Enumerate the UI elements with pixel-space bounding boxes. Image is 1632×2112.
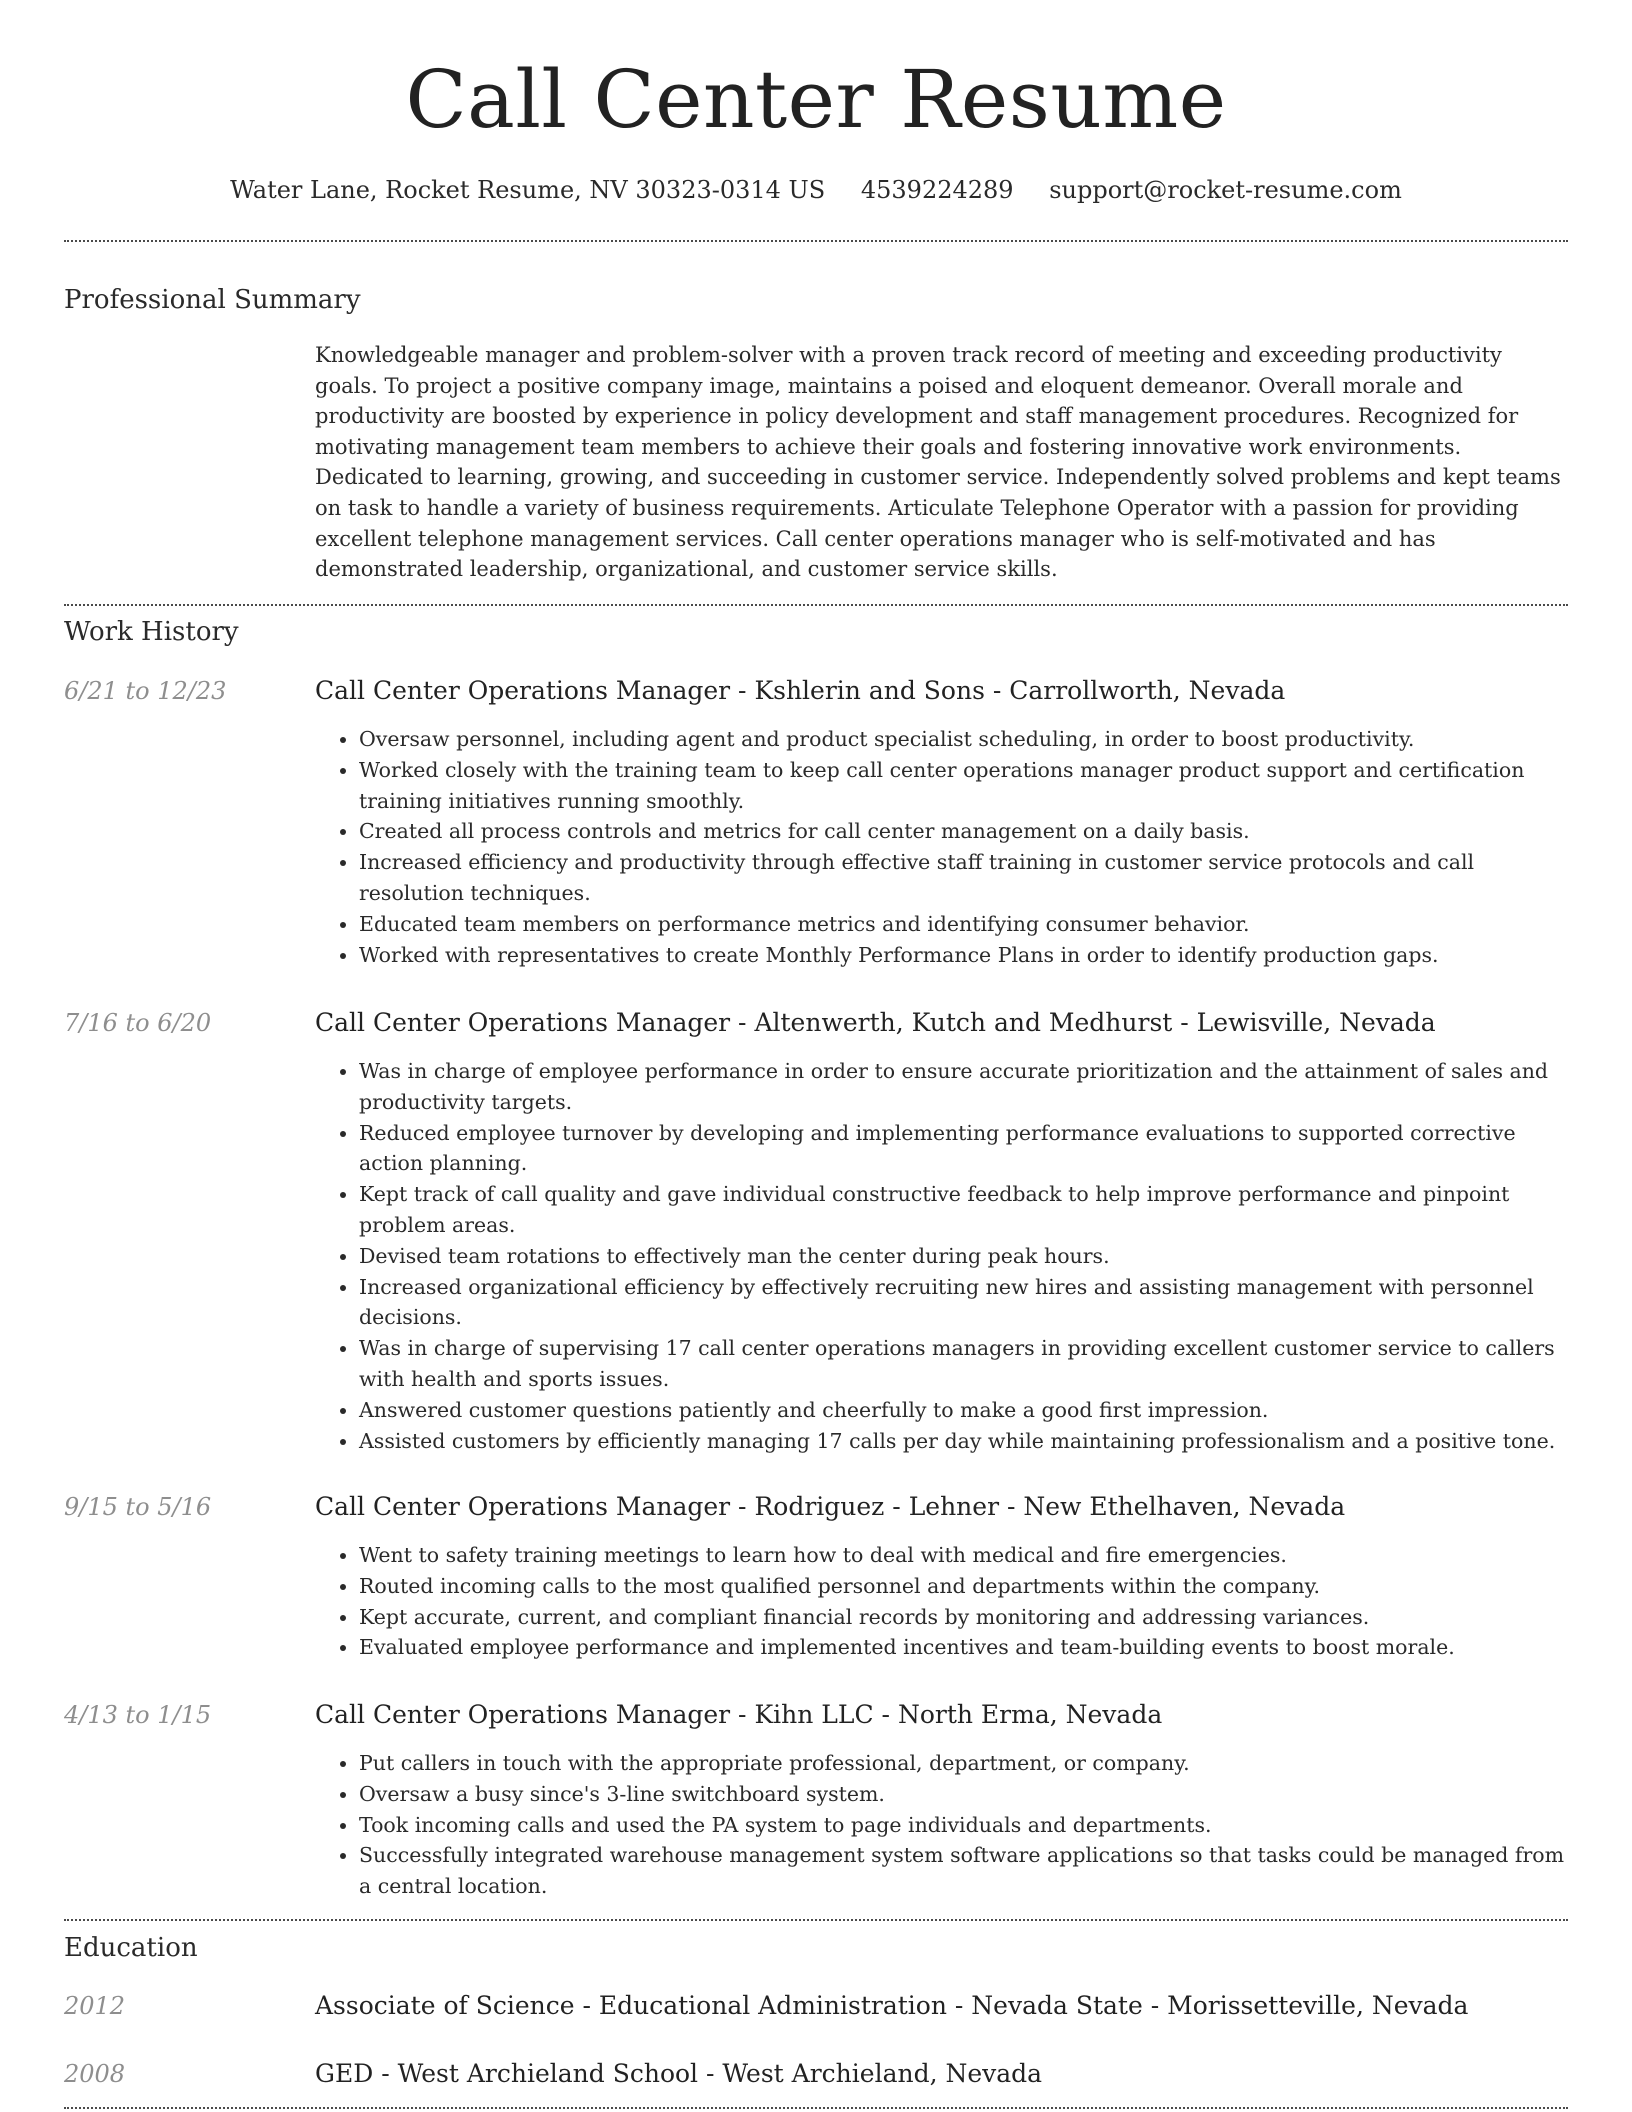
- job-bullet: • Kept track of call quality and gave individual constructive feedback to help improve performance and pinpoint problem areas.: [359, 1179, 1570, 1241]
- job-bullet: • Created all process controls and metrics for call center management on a daily basis.: [359, 816, 1570, 847]
- job-bullet: • Oversaw a busy since's 3-line switchboard system.: [359, 1779, 1570, 1810]
- job-bullets: [315, 1056, 1570, 1456]
- work-history-heading: Work History: [64, 617, 239, 647]
- job-bullet: • Educated team members on performance metrics and identifying consumer behavior.: [359, 909, 1570, 940]
- summary-text: Knowledgeable manager and problem-solver with a proven track record of meeting and exceeding productivity goals. To project a positive company image, maintains a poised and eloquent demeanor. Overall morale and productivity are boosted by experience in policy development and staff management procedures. Recognized for motivating management team members to achieve their goals and fostering innovative work environments. Dedicated to learning, growing, and succeeding in customer service. Independently solved problems and kept teams on task to handle a variety of business requirements. Articulate Telephone Operator with a passion for providing excellent telephone management services. Call center operations manager who is self-motivated and has demonstrated leadership, organizational, and customer service skills.: [315, 343, 1561, 582]
- section-divider: [64, 240, 1568, 242]
- job-bullets: [315, 1748, 1570, 1902]
- job-bullet: • Worked with representatives to create Monthly Performance Plans in order to identify production gaps.: [359, 940, 1570, 971]
- job-bullet: • Routed incoming calls to the most qualified personnel and departments within the company.: [359, 1571, 1570, 1602]
- job-bullet: • Answered customer questions patiently and cheerfully to make a good first impression.: [359, 1395, 1570, 1426]
- job-bullet: • Worked closely with the training team to keep call center operations manager product support and certification training initiatives running smoothly.: [359, 755, 1570, 817]
- contact-address: Water Lane, Rocket Resume, NV 30323-0314 US: [230, 176, 826, 204]
- education-year: 2012: [64, 1992, 126, 2020]
- education-heading: Education: [64, 1933, 198, 1963]
- job-bullet: • Successfully integrated warehouse management system software applications so that tasks could be managed from a central location.: [359, 1840, 1570, 1902]
- summary-heading: Professional Summary: [64, 285, 361, 315]
- job-title: Call Center Operations Manager - Altenwerth, Kutch and Medhurst - Lewisville, Nevada: [315, 1008, 1436, 1037]
- job-bullets: [315, 1540, 1570, 1663]
- section-divider: [64, 2107, 1568, 2109]
- contact-line: [0, 170, 1632, 210]
- job-dates: 9/15 to 5/16: [64, 1493, 212, 1521]
- job-bullet: • Devised team rotations to effectively man the center during peak hours.: [359, 1241, 1570, 1272]
- education-year: 2008: [64, 2060, 126, 2088]
- job-bullet: • Put callers in touch with the appropriate professional, department, or company.: [359, 1748, 1570, 1779]
- job-bullet: • Reduced employee turnover by developing and implementing performance evaluations to supported corrective action planning.: [359, 1118, 1570, 1180]
- job-bullet: • Went to safety training meetings to learn how to deal with medical and fire emergencies.: [359, 1540, 1570, 1571]
- education-detail: Associate of Science - Educational Administration - Nevada State - Morissetteville, Nevada: [315, 1991, 1469, 2020]
- job-bullet: • Increased organizational efficiency by effectively recruiting new hires and assisting management with personnel decisions.: [359, 1272, 1570, 1334]
- job-dates: 4/13 to 1/15: [64, 1701, 212, 1729]
- job-bullet: • Was in charge of supervising 17 call center operations managers in providing excellent customer service to callers with health and sports issues.: [359, 1333, 1570, 1395]
- resume-name: Call Center Resume: [405, 53, 1227, 146]
- contact-phone: 4539224289: [860, 176, 1014, 204]
- job-bullet: • Oversaw personnel, including agent and product specialist scheduling, in order to boost productivity.: [359, 724, 1570, 755]
- section-divider: [64, 1919, 1568, 1921]
- job-bullet: • Increased efficiency and productivity through effective staff training in customer service protocols and call resolution techniques.: [359, 847, 1570, 909]
- job-bullet: • Kept accurate, current, and compliant financial records by monitoring and addressing variances.: [359, 1602, 1570, 1633]
- section-divider: [64, 604, 1568, 606]
- job-title: Call Center Operations Manager - Kshlerin and Sons - Carrollworth, Nevada: [315, 676, 1286, 705]
- contact-email: support@rocket-resume.com: [1049, 176, 1402, 204]
- job-bullets: [315, 724, 1570, 970]
- job-title: Call Center Operations Manager - Kihn LLC - North Erma, Nevada: [315, 1700, 1163, 1729]
- job-title: Call Center Operations Manager - Rodriguez - Lehner - New Ethelhaven, Nevada: [315, 1492, 1346, 1521]
- job-bullet: • Took incoming calls and used the PA system to page individuals and departments.: [359, 1810, 1570, 1841]
- education-detail: GED - West Archieland School - West Archieland, Nevada: [315, 2059, 1043, 2088]
- job-dates: 6/21 to 12/23: [64, 677, 227, 705]
- job-bullet: • Evaluated employee performance and implemented incentives and team-building events to boost morale.: [359, 1632, 1570, 1663]
- job-dates: 7/16 to 6/20: [64, 1009, 212, 1037]
- job-bullet: • Assisted customers by efficiently managing 17 calls per day while maintaining professionalism and a positive tone.: [359, 1426, 1570, 1457]
- job-bullet: • Was in charge of employee performance in order to ensure accurate prioritization and the attainment of sales and productivity targets.: [359, 1056, 1570, 1118]
